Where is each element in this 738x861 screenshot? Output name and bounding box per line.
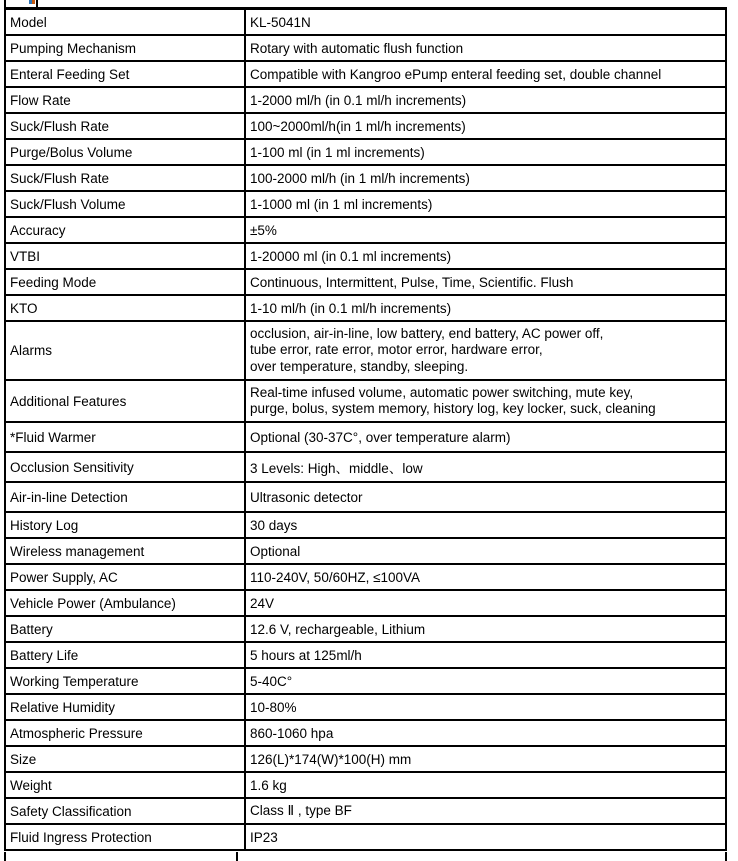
spec-value: Ultrasonic detector — [245, 482, 726, 512]
spec-label: Battery — [5, 616, 245, 642]
spec-value: Compatible with Kangroo ePump enteral feeding set, double channel — [245, 61, 726, 87]
table-bottom-divider-stub — [236, 852, 238, 861]
spec-label: Pumping Mechanism — [5, 35, 245, 61]
spec-label: Suck/Flush Rate — [5, 113, 245, 139]
spec-label: History Log — [5, 512, 245, 538]
spec-value: Optional — [245, 538, 726, 564]
spec-value: 5-40C° — [245, 668, 726, 694]
table-row — [5, 422, 726, 452]
spec-label: Safety Classification — [5, 798, 245, 824]
spec-value-line: purge, bolus, system memory, history log, key locker, suck, cleaning — [250, 401, 656, 416]
spec-label: Wireless management — [5, 538, 245, 564]
spec-value: 1.6 kg — [245, 772, 726, 798]
spec-value-line: over temperature, standby, sleeping. — [250, 358, 469, 374]
table-row — [5, 798, 726, 824]
table-bottom-left-border-stub — [4, 852, 6, 861]
spec-label: Fluid Ingress Protection — [5, 824, 245, 850]
table-row — [5, 165, 726, 191]
table-row — [5, 824, 726, 850]
spec-value — [245, 321, 726, 380]
table-row — [5, 87, 726, 113]
table-row — [5, 321, 726, 380]
spec-value: 5 hours at 125ml/h — [245, 642, 726, 668]
spec-value: 10-80% — [245, 694, 726, 720]
spec-value: 100-2000 ml/h (in 1 ml/h increments) — [245, 165, 726, 191]
spec-label: Atmospheric Pressure — [5, 720, 245, 746]
spec-value: 24V — [245, 590, 726, 616]
spec-label: VTBI — [5, 243, 245, 269]
spec-value — [245, 380, 726, 422]
spec-value: 3 Levels: High、middle、low — [245, 452, 726, 482]
spec-value: 1-1000 ml (in 1 ml increments) — [245, 191, 726, 217]
spec-label: Purge/Bolus Volume — [5, 139, 245, 165]
spec-value: KL-5041N — [245, 9, 726, 36]
spec-value: Continuous, Intermittent, Pulse, Time, Scientific. Flush — [245, 269, 726, 295]
spec-label: Vehicle Power (Ambulance) — [5, 590, 245, 616]
spec-label: Enteral Feeding Set — [5, 61, 245, 87]
spec-label: KTO — [5, 295, 245, 321]
spec-label: Air-in-line Detection — [5, 482, 245, 512]
spec-label: Size — [5, 746, 245, 772]
spec-value-line: Real-time infused volume, automatic power switching, mute key, — [250, 384, 634, 400]
spec-table-body — [5, 9, 726, 851]
table-row — [5, 35, 726, 61]
spec-value: 12.6 V, rechargeable, Lithium — [245, 616, 726, 642]
table-row — [5, 191, 726, 217]
table-row — [5, 772, 726, 798]
spec-label: Weight — [5, 772, 245, 798]
table-row — [5, 668, 726, 694]
spec-value: 1-10 ml/h (in 0.1 ml/h increments) — [245, 295, 726, 321]
spec-label: Flow Rate — [5, 87, 245, 113]
table-row — [5, 295, 726, 321]
table-row — [5, 269, 726, 295]
spec-label: Accuracy — [5, 217, 245, 243]
spec-label: Alarms — [5, 321, 245, 380]
spec-label: Relative Humidity — [5, 694, 245, 720]
table-row — [5, 217, 726, 243]
spec-value: 1-100 ml (in 1 ml increments) — [245, 139, 726, 165]
spec-value: 110-240V, 50/60HZ, ≤100VA — [245, 564, 726, 590]
spec-label: Suck/Flush Rate — [5, 165, 245, 191]
spec-value: ±5% — [245, 217, 726, 243]
table-row — [5, 380, 726, 422]
table-row — [5, 482, 726, 512]
spec-value: 30 days — [245, 512, 726, 538]
table-row — [5, 139, 726, 165]
spec-value: 860-1060 hpa — [245, 720, 726, 746]
spec-label: Feeding Mode — [5, 269, 245, 295]
spec-label: *Fluid Warmer — [5, 422, 245, 452]
spec-label: Suck/Flush Volume — [5, 191, 245, 217]
spec-label: Additional Features — [5, 380, 245, 422]
spec-value: 1-20000 ml (in 0.1 ml increments) — [245, 243, 726, 269]
spec-label: Power Supply, AC — [5, 564, 245, 590]
spec-value: Optional (30-37C°, over temperature alarm) — [245, 422, 726, 452]
cutoff-heading-remnant-orange — [32, 0, 35, 4]
spec-label: Occlusion Sensitivity — [5, 452, 245, 482]
spec-value: IP23 — [245, 824, 726, 850]
spec-value: Rotary with automatic flush function — [245, 35, 726, 61]
table-row — [5, 746, 726, 772]
spec-label: Working Temperature — [5, 668, 245, 694]
table-row — [5, 616, 726, 642]
spec-value: 1-2000 ml/h (in 0.1 ml/h increments) — [245, 87, 726, 113]
table-row — [5, 243, 726, 269]
spec-value-line: tube error, rate error, motor error, hardware error, — [250, 342, 543, 358]
spec-label: Battery Life — [5, 642, 245, 668]
table-row — [5, 512, 726, 538]
table-bottom-right-border-stub — [725, 852, 727, 861]
spec-value: 100~2000ml/h(in 1 ml/h increments) — [245, 113, 726, 139]
table-row — [5, 452, 726, 482]
table-row — [5, 113, 726, 139]
spec-value: Class Ⅱ , type BF — [245, 798, 726, 824]
spec-value-line: occlusion, air-in-line, low battery, end battery, AC power off, — [250, 325, 604, 341]
table-row — [5, 538, 726, 564]
table-row — [5, 9, 726, 36]
table-row — [5, 590, 726, 616]
table-row — [5, 642, 726, 668]
table-row — [5, 564, 726, 590]
table-row — [5, 694, 726, 720]
table-row — [5, 720, 726, 746]
spec-value: 126(L)*174(W)*100(H) mm — [245, 746, 726, 772]
specification-table — [4, 7, 727, 851]
table-row — [5, 61, 726, 87]
spec-label: Model — [5, 9, 245, 36]
